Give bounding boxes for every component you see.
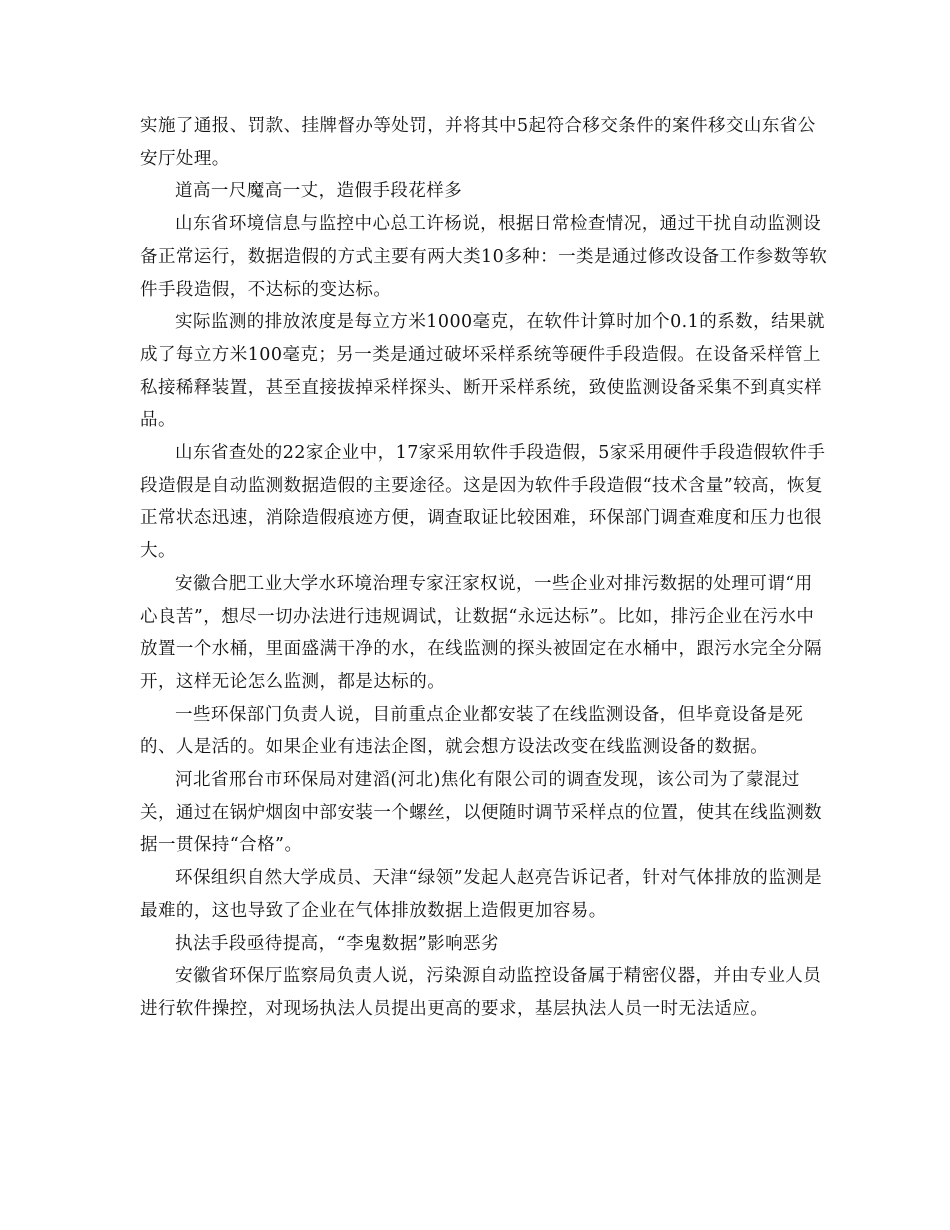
paragraph: 河北省邢台市环保局对建滔(河北)焦化有限公司的调查发现，该公司为了蒙混过关，通过在锅炉烟囱中部安装一个螺丝，以便随时调节采样点的位置，使其在线监测数据一贯保持“合格”。 [140,770,823,856]
section-heading: 执法手段亟待提高，“李鬼数据”影响恶劣 [175,933,499,954]
paragraph: 安徽合肥工业大学水环境治理专家汪家权说，一些企业对排污数据的处理可谓“用心良苦”，想尽一切办法进行违规调试，让数据“永远达标”。比如，排污企业在污水中放置一个水桶，里面盛满干净的水，在线监测的探头被固定在水桶中，跟污水完全分隔开，这样无论怎么监测，都是达标的。 [140,573,823,692]
paragraph: 安徽省环保厅监察局负责人说，污染源自动监控设备属于精密仪器，并由专业人员进行软件操控，对现场执法人员提出更高的要求，基层执法人员一时无法适应。 [140,966,822,1019]
paragraph: 山东省查处的22家企业中，17家采用软件手段造假，5家采用硬件手段造假软件手段造假是自动监测数据造假的主要途径。这是因为软件手段造假“技术含量”较高，恢复正常状态迅速，消除造假痕迹方便，调查取证比较困难，环保部门调查难度和压力也很大。 [140,443,826,562]
paragraph: 实际监测的排放浓度是每立方米1000毫克，在软件计算时加个0.1的系数，结果就成了每立方米100毫克；另一类是通过破坏采样系统等硬件手段造假。在设备采样管上私接稀释装置，甚至直接拔掉采样探头、断开采样系统，致使监测设备采集不到真实样品。 [140,312,825,431]
section-heading: 道高一尺魔高一丈，造假手段花样多 [175,181,463,202]
paragraph: 一些环保部门负责人说，目前重点企业都安装了在线监测设备，但毕竟设备是死的、人是活的。如果企业有违法企图，就会想方设法改变在线监测设备的数据。 [140,704,804,758]
paragraph: 山东省环境信息与监控中心总工许杨说，根据日常检查情况，通过干扰自动监测设备正常运行，数据造假的方式主要有两大类10多种：一类是通过修改设备工作参数等软件手段造假，不达标的变达标。 [140,214,828,300]
document-body [140,110,830,1026]
paragraph: 环保组织自然大学成员、天津“绿领”发起人赵亮告诉记者，针对气体排放的监测是最难的，这也导致了企业在气体排放数据上造假更加容易。 [140,868,823,921]
paragraph: 实施了通报、罚款、挂牌督办等处罚，并将其中5起符合移交条件的案件移交山东省公安厅处理。 [140,116,816,169]
